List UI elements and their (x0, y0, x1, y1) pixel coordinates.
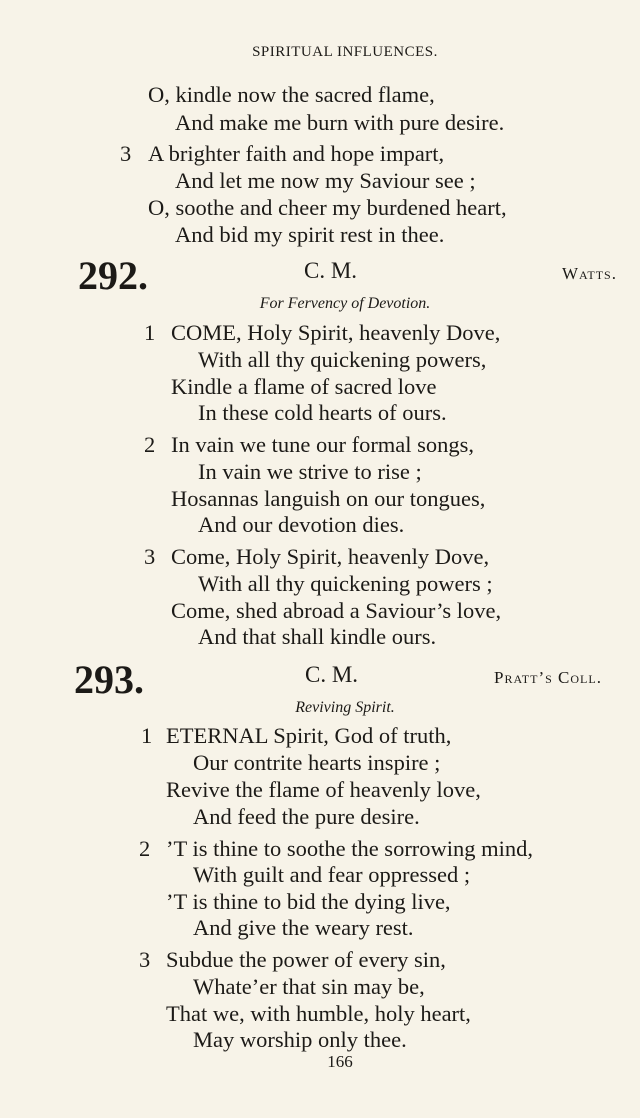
stanza-number: 1 (141, 723, 153, 748)
verse-line: Come, shed abroad a Saviour’s love, (171, 598, 502, 623)
verse-line: Come, Holy Spirit, heavenly Dove, (171, 544, 490, 569)
verse-line: And our devotion dies. (198, 512, 405, 537)
stanza-number: 2 (144, 432, 156, 457)
verse-line: And give the weary rest. (193, 915, 414, 940)
verse-line: And that shall kindle ours. (198, 624, 437, 649)
hymn-subtitle: For Fervency of Devotion. (259, 295, 431, 312)
running-header: SPIRITUAL INFLUENCES. (252, 44, 438, 60)
verse-line: O, kindle now the sacred flame, (148, 82, 435, 107)
stanza-number: 3 (120, 141, 132, 166)
hymn-number: 292. (78, 253, 148, 298)
hymn-subtitle: Reviving Spirit. (295, 699, 395, 716)
verse-line: In vain we tune our formal songs, (171, 432, 475, 457)
verse-line: With guilt and fear oppressed ; (193, 862, 471, 887)
stanza-number: 1 (144, 320, 156, 345)
hymn-number: 293. (74, 657, 144, 702)
verse-line: In these cold hearts of ours. (198, 400, 447, 425)
hymn-author: Watts. (562, 264, 617, 283)
verse-line: With all thy quickening powers, (198, 347, 487, 372)
stanza-number: 3 (139, 947, 151, 972)
verse-line: ETERNAL Spirit, God of truth, (166, 723, 452, 748)
verse-line: And make me burn with pure desire. (175, 110, 505, 135)
stanza-number: 3 (144, 544, 156, 569)
verse-line: Kindle a flame of sacred love (171, 374, 437, 399)
verse-line: Hosannas languish on our tongues, (171, 486, 486, 511)
verse-line: Revive the flame of heavenly love, (166, 777, 481, 802)
verse-line: With all thy quickening powers ; (198, 571, 493, 596)
stanza-number: 2 (139, 836, 151, 861)
hymn-author: Pratt’s Coll. (494, 668, 602, 687)
verse-line: A brighter faith and hope impart, (148, 141, 445, 166)
verse-line: Subdue the power of every sin, (166, 947, 446, 972)
verse-line: Whate’er that sin may be, (193, 974, 425, 999)
verse-line: ’T is thine to soothe the sorrowing mind, (166, 836, 534, 861)
verse-line: And feed the pure desire. (193, 804, 420, 829)
verse-line: COME, Holy Spirit, heavenly Dove, (171, 320, 501, 345)
verse-line: And let me now my Saviour see ; (175, 168, 476, 193)
verse-line: Our contrite hearts inspire ; (193, 750, 441, 775)
hymn-meter: C. M. (304, 258, 358, 283)
verse-line: ’T is thine to bid the dying live, (166, 889, 451, 914)
verse-line: And bid my spirit rest in thee. (175, 222, 445, 247)
page-number: 166 (327, 1052, 353, 1071)
hymn-meter: C. M. (305, 662, 359, 687)
verse-line: That we, with humble, holy heart, (166, 1001, 471, 1026)
verse-line: O, soothe and cheer my burdened heart, (148, 195, 507, 220)
verse-line: May worship only thee. (193, 1027, 407, 1052)
verse-line: In vain we strive to rise ; (198, 459, 422, 484)
